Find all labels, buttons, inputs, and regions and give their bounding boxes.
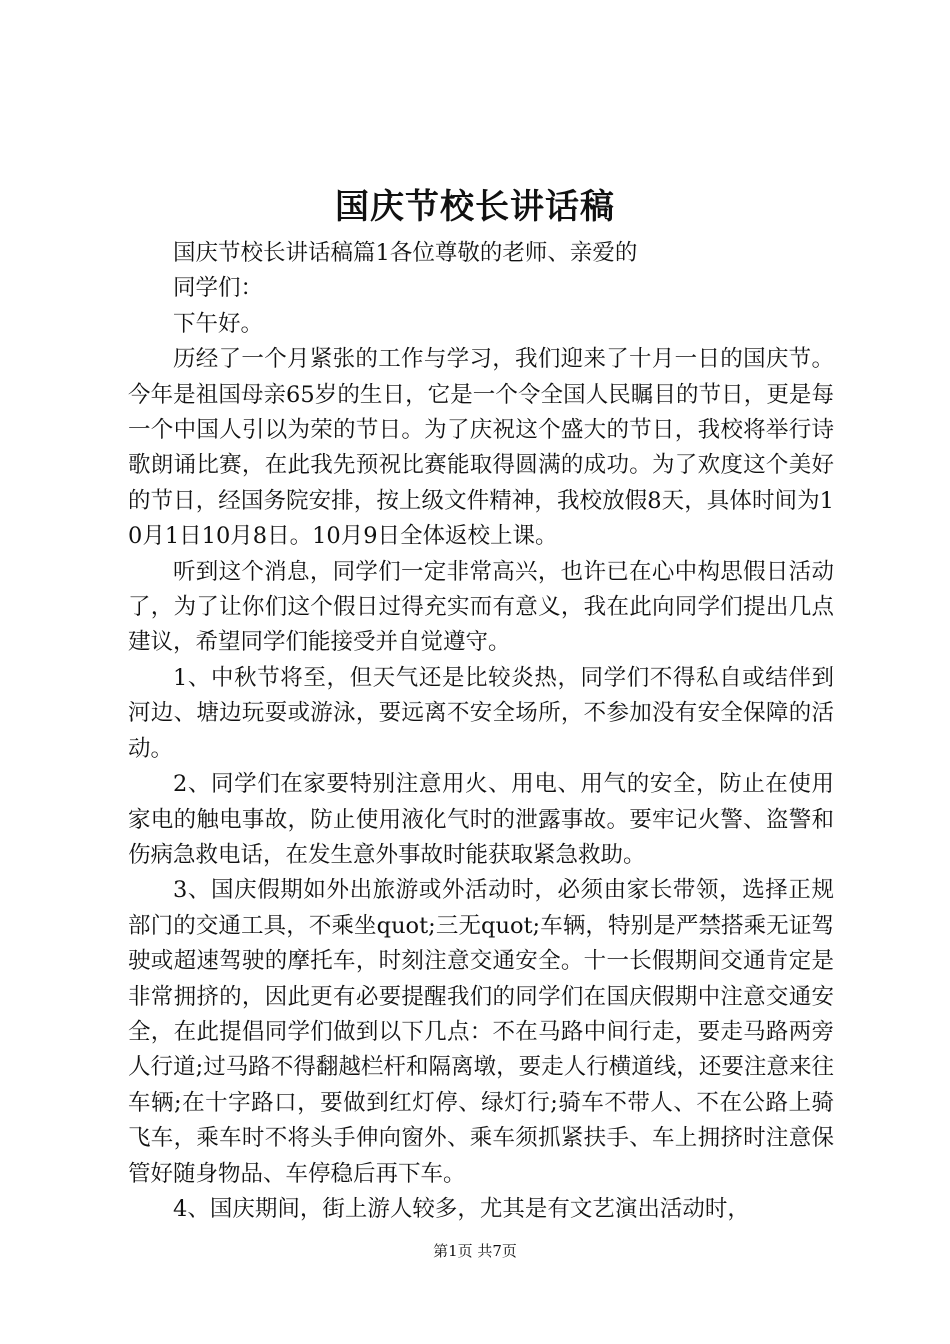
paragraph-4: 历经了一个月紧张的工作与学习，我们迎来了十月一日的国庆节。今年是祖国母亲65岁的生日，它是一个令全国人民瞩目的节日，更是每一个中国人引以为荣的节日。为了庆祝这个盛大的节日，我校将举行诗歌朗诵比赛，在此我先预祝比赛能取得圆满的成功。为了欢度这个美好的节日，经国务院安排，按上级文件精神，我校放假8天，具体时间为10月1日10月8日。10月9日全体返校上课。 xyxy=(128,346,834,550)
paragraph-6: 1、中秋节将至，但天气还是比较炎热，同学们不得私自或结伴到河边、塘边玩耍或游泳，要远离不安全场所，不参加没有安全保障的活动。 xyxy=(128,664,834,762)
paragraph-8: 3、国庆假期如外出旅游或外活动时，必须由家长带领，选择正规部门的交通工具，不乘坐quot;三无quot;车辆，特别是严禁搭乘无证驾驶或超速驾驶的摩托车，时刻注意交通安全。十一长假期间交通肯定是非常拥挤的，因此更有必要提醒我们的同学们在国庆假期中注意交通安全，在此提倡同学们做到以下几点：不在马路中间行走，要走马路两旁人行道;过马路不得翻越栏杆和隔离墩，要走人行横道线，还要注意来往车辆;在十字路口，要做到红灯停、绿灯行;骑车不带人、不在公路上骑飞车，乘车时不将头手伸向窗外、乘车须抓紧扶手、车上拥挤时注意保管好随身物品、车停稳后再下车。 xyxy=(128,877,834,1187)
paragraph-1: 国庆节校长讲话稿篇1各位尊敬的老师、亲爱的 xyxy=(173,240,638,266)
paragraph-2: 同学们： xyxy=(173,275,264,302)
paragraph-9: 4、国庆期间，街上游人较多，尤其是有文艺演出活动时， xyxy=(173,1195,750,1222)
document-title: 国庆节校长讲话稿 xyxy=(335,187,615,227)
paragraph-7: 2、同学们在家要特别注意用火、用电、用气的安全，防止在使用家电的触电事故，防止使用液化气时的泄露事故。要牢记火警、盗警和伤病急救电话，在发生意外事故时能获取紧急救助。 xyxy=(128,771,834,868)
paragraph-5: 听到这个消息，同学们一定非常高兴，也许已在心中构思假日活动了，为了让你们这个假日过得充实而有意义，我在此向同学们提出几点建议，希望同学们能接受并自觉遵守。 xyxy=(128,558,834,656)
page-footer: 第1页 共7页 xyxy=(433,1242,517,1260)
document-body xyxy=(128,236,834,1227)
paragraph-3: 下午好。 xyxy=(173,310,264,337)
